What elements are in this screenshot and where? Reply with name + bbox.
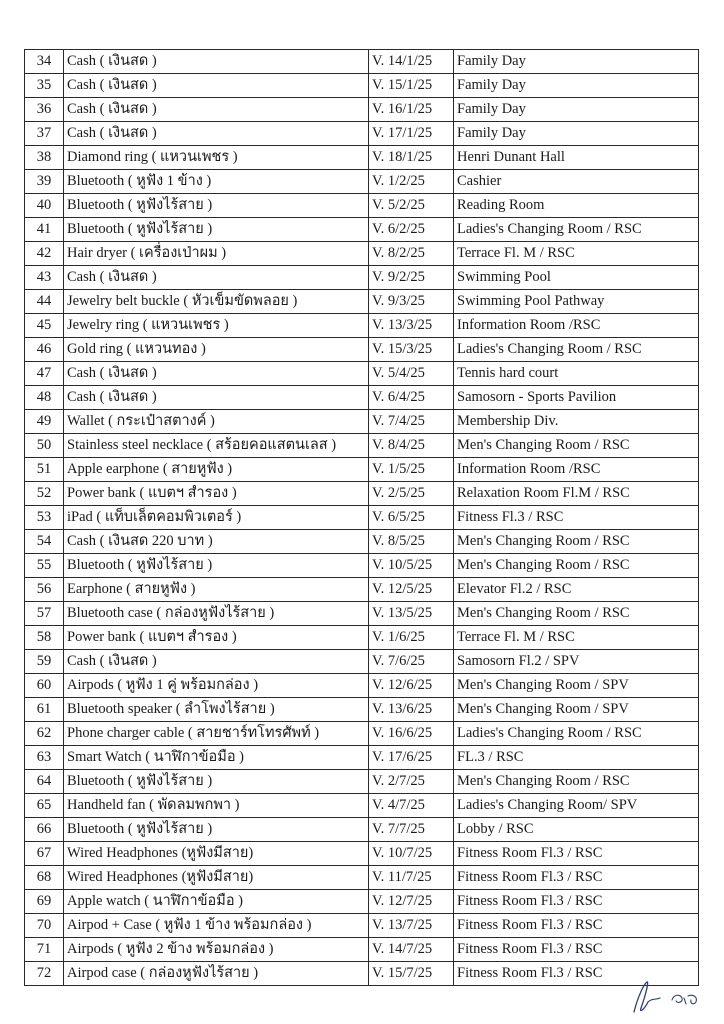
reference-code: V. 5/2/25 <box>369 194 454 218</box>
item-name: Gold ring ( แหวนทอง ) <box>64 338 369 362</box>
row-number: 58 <box>25 626 64 650</box>
reference-code: V. 11/7/25 <box>369 866 454 890</box>
found-location: Ladies's Changing Room / RSC <box>454 338 699 362</box>
table-row <box>25 458 699 482</box>
found-location: Lobby / RSC <box>454 818 699 842</box>
row-number: 54 <box>25 530 64 554</box>
reference-code: V. 14/7/25 <box>369 938 454 962</box>
row-number: 55 <box>25 554 64 578</box>
table-row <box>25 890 699 914</box>
table-row <box>25 242 699 266</box>
reference-code: V. 13/3/25 <box>369 314 454 338</box>
row-number: 63 <box>25 746 64 770</box>
table-row <box>25 338 699 362</box>
found-location: Ladies's Changing Room / RSC <box>454 722 699 746</box>
reference-code: V. 15/1/25 <box>369 74 454 98</box>
found-location: Men's Changing Room / RSC <box>454 530 699 554</box>
row-number: 61 <box>25 698 64 722</box>
found-location: Fitness Room Fl.3 / RSC <box>454 866 699 890</box>
found-location: Men's Changing Room / RSC <box>454 770 699 794</box>
table-body <box>25 50 699 986</box>
table-row <box>25 722 699 746</box>
row-number: 70 <box>25 914 64 938</box>
item-name: Cash ( เงินสด ) <box>64 74 369 98</box>
reference-code: V. 1/6/25 <box>369 626 454 650</box>
found-location: Terrace Fl. M / RSC <box>454 626 699 650</box>
item-name: Power bank ( แบตฯ สำรอง ) <box>64 626 369 650</box>
row-number: 43 <box>25 266 64 290</box>
item-name: Bluetooth ( หูฟัง 1 ข้าง ) <box>64 170 369 194</box>
table-row <box>25 578 699 602</box>
table-row <box>25 962 699 986</box>
row-number: 60 <box>25 674 64 698</box>
table-row <box>25 842 699 866</box>
table-row <box>25 482 699 506</box>
row-number: 66 <box>25 818 64 842</box>
table-row <box>25 770 699 794</box>
found-location: Family Day <box>454 50 699 74</box>
reference-code: V. 13/6/25 <box>369 698 454 722</box>
table-row <box>25 50 699 74</box>
table-row <box>25 146 699 170</box>
found-location: Swimming Pool Pathway <box>454 290 699 314</box>
reference-code: V. 10/7/25 <box>369 842 454 866</box>
reference-code: V. 13/7/25 <box>369 914 454 938</box>
found-location: Membership Div. <box>454 410 699 434</box>
row-number: 46 <box>25 338 64 362</box>
table-row <box>25 698 699 722</box>
row-number: 36 <box>25 98 64 122</box>
row-number: 38 <box>25 146 64 170</box>
reference-code: V. 15/3/25 <box>369 338 454 362</box>
row-number: 49 <box>25 410 64 434</box>
table-row <box>25 170 699 194</box>
found-location: Elevator Fl.2 / RSC <box>454 578 699 602</box>
row-number: 40 <box>25 194 64 218</box>
reference-code: V. 5/4/25 <box>369 362 454 386</box>
item-name: Cash ( เงินสด ) <box>64 122 369 146</box>
found-location: Fitness Room Fl.3 / RSC <box>454 914 699 938</box>
reference-code: V. 12/6/25 <box>369 674 454 698</box>
found-location: Men's Changing Room / RSC <box>454 602 699 626</box>
row-number: 42 <box>25 242 64 266</box>
item-name: Wired Headphones (หูฟังมีสาย) <box>64 866 369 890</box>
found-location: Men's Changing Room / RSC <box>454 554 699 578</box>
item-name: Phone charger cable ( สายชาร์ทโทรศัพท์ ) <box>64 722 369 746</box>
table-row <box>25 602 699 626</box>
found-location: Family Day <box>454 98 699 122</box>
table-row <box>25 914 699 938</box>
reference-code: V. 12/5/25 <box>369 578 454 602</box>
item-name: Bluetooth ( หูฟังไร้สาย ) <box>64 218 369 242</box>
row-number: 57 <box>25 602 64 626</box>
found-location: Fitness Room Fl.3 / RSC <box>454 890 699 914</box>
row-number: 50 <box>25 434 64 458</box>
found-location: Men's Changing Room / SPV <box>454 674 699 698</box>
found-location: Henri Dunant Hall <box>454 146 699 170</box>
item-name: Bluetooth speaker ( ลำโพงไร้สาย ) <box>64 698 369 722</box>
reference-code: V. 10/5/25 <box>369 554 454 578</box>
reference-code: V. 6/2/25 <box>369 218 454 242</box>
reference-code: V. 2/5/25 <box>369 482 454 506</box>
table-row <box>25 530 699 554</box>
row-number: 47 <box>25 362 64 386</box>
row-number: 41 <box>25 218 64 242</box>
item-name: Cash ( เงินสด ) <box>64 50 369 74</box>
lost-found-table <box>24 49 699 986</box>
found-location: Samosorn - Sports Pavilion <box>454 386 699 410</box>
reference-code: V. 7/6/25 <box>369 650 454 674</box>
table-row <box>25 218 699 242</box>
table-row <box>25 650 699 674</box>
item-name: Apple watch ( นาฬิกาข้อมือ ) <box>64 890 369 914</box>
found-location: Family Day <box>454 122 699 146</box>
table-row <box>25 290 699 314</box>
item-name: Wallet ( กระเป๋าสตางค์ ) <box>64 410 369 434</box>
reference-code: V. 4/7/25 <box>369 794 454 818</box>
reference-code: V. 13/5/25 <box>369 602 454 626</box>
item-name: Bluetooth ( หูฟังไร้สาย ) <box>64 818 369 842</box>
item-name: Airpods ( หูฟัง 2 ข้าง พร้อมกล่อง ) <box>64 938 369 962</box>
reference-code: V. 1/2/25 <box>369 170 454 194</box>
table-row <box>25 122 699 146</box>
item-name: Apple earphone ( สายหูฟัง ) <box>64 458 369 482</box>
item-name: Earphone ( สายหูฟัง ) <box>64 578 369 602</box>
item-name: Cash ( เงินสด 220 บาท ) <box>64 530 369 554</box>
item-name: Airpod + Case ( หูฟัง 1 ข้าง พร้อมกล่อง ) <box>64 914 369 938</box>
found-location: Family Day <box>454 74 699 98</box>
reference-code: V. 12/7/25 <box>369 890 454 914</box>
item-name: Cash ( เงินสด ) <box>64 98 369 122</box>
reference-code: V. 18/1/25 <box>369 146 454 170</box>
found-location: Reading Room <box>454 194 699 218</box>
item-name: Jewelry ring ( แหวนเพชร ) <box>64 314 369 338</box>
reference-code: V. 15/7/25 <box>369 962 454 986</box>
reference-code: V. 2/7/25 <box>369 770 454 794</box>
reference-code: V. 8/2/25 <box>369 242 454 266</box>
row-number: 52 <box>25 482 64 506</box>
row-number: 56 <box>25 578 64 602</box>
item-name: Airpod case ( กล่องหูฟังไร้สาย ) <box>64 962 369 986</box>
row-number: 72 <box>25 962 64 986</box>
found-location: Swimming Pool <box>454 266 699 290</box>
found-location: Ladies's Changing Room/ SPV <box>454 794 699 818</box>
table-row <box>25 818 699 842</box>
reference-code: V. 17/6/25 <box>369 746 454 770</box>
item-name: Wired Headphones (หูฟังมีสาย) <box>64 842 369 866</box>
table-row <box>25 434 699 458</box>
found-location: Fitness Room Fl.3 / RSC <box>454 962 699 986</box>
reference-code: V. 9/3/25 <box>369 290 454 314</box>
table-row <box>25 362 699 386</box>
found-location: Fitness Room Fl.3 / RSC <box>454 938 699 962</box>
found-location: Cashier <box>454 170 699 194</box>
table-row <box>25 98 699 122</box>
table-row <box>25 674 699 698</box>
table-row <box>25 386 699 410</box>
row-number: 35 <box>25 74 64 98</box>
row-number: 68 <box>25 866 64 890</box>
table-row <box>25 938 699 962</box>
item-name: Bluetooth ( หูฟังไร้สาย ) <box>64 770 369 794</box>
row-number: 69 <box>25 890 64 914</box>
found-location: Information Room /RSC <box>454 458 699 482</box>
found-location: Samosorn Fl.2 / SPV <box>454 650 699 674</box>
reference-code: V. 7/4/25 <box>369 410 454 434</box>
row-number: 39 <box>25 170 64 194</box>
row-number: 45 <box>25 314 64 338</box>
row-number: 62 <box>25 722 64 746</box>
item-name: Stainless steel necklace ( สร้อยคอแสตนเลส ) <box>64 434 369 458</box>
table-row <box>25 626 699 650</box>
table-row <box>25 314 699 338</box>
found-location: Men's Changing Room / RSC <box>454 434 699 458</box>
found-location: Fitness Fl.3 / RSC <box>454 506 699 530</box>
item-name: Cash ( เงินสด ) <box>64 386 369 410</box>
reference-code: V. 9/2/25 <box>369 266 454 290</box>
reference-code: V. 1/5/25 <box>369 458 454 482</box>
item-name: Bluetooth ( หูฟังไร้สาย ) <box>64 194 369 218</box>
reference-code: V. 8/4/25 <box>369 434 454 458</box>
table-row <box>25 266 699 290</box>
table-row <box>25 746 699 770</box>
reference-code: V. 7/7/25 <box>369 818 454 842</box>
item-name: iPad ( แท็บเล็ตคอมพิวเตอร์ ) <box>64 506 369 530</box>
item-name: Bluetooth case ( กล่องหูฟังไร้สาย ) <box>64 602 369 626</box>
item-name: Cash ( เงินสด ) <box>64 266 369 290</box>
found-location: FL.3 / RSC <box>454 746 699 770</box>
found-location: Fitness Room Fl.3 / RSC <box>454 842 699 866</box>
row-number: 34 <box>25 50 64 74</box>
table-row <box>25 554 699 578</box>
reference-code: V. 16/6/25 <box>369 722 454 746</box>
row-number: 65 <box>25 794 64 818</box>
row-number: 53 <box>25 506 64 530</box>
table-row <box>25 410 699 434</box>
table-row <box>25 506 699 530</box>
found-location: Tennis hard court <box>454 362 699 386</box>
item-name: Smart Watch ( นาฬิกาข้อมือ ) <box>64 746 369 770</box>
reference-code: V. 8/5/25 <box>369 530 454 554</box>
reference-code: V. 14/1/25 <box>369 50 454 74</box>
row-number: 71 <box>25 938 64 962</box>
item-name: Hair dryer ( เครื่องเป่าผม ) <box>64 242 369 266</box>
reference-code: V. 6/4/25 <box>369 386 454 410</box>
row-number: 64 <box>25 770 64 794</box>
row-number: 51 <box>25 458 64 482</box>
table-row <box>25 794 699 818</box>
reference-code: V. 6/5/25 <box>369 506 454 530</box>
row-number: 37 <box>25 122 64 146</box>
item-name: Diamond ring ( แหวนเพชร ) <box>64 146 369 170</box>
handwritten-signature <box>628 978 708 1018</box>
item-name: Power bank ( แบตฯ สำรอง ) <box>64 482 369 506</box>
item-name: Cash ( เงินสด ) <box>64 362 369 386</box>
found-location: Information Room /RSC <box>454 314 699 338</box>
found-location: Men's Changing Room / SPV <box>454 698 699 722</box>
reference-code: V. 17/1/25 <box>369 122 454 146</box>
row-number: 59 <box>25 650 64 674</box>
table-row <box>25 866 699 890</box>
row-number: 48 <box>25 386 64 410</box>
found-location: Relaxation Room Fl.M / RSC <box>454 482 699 506</box>
row-number: 44 <box>25 290 64 314</box>
table-row <box>25 194 699 218</box>
item-name: Airpods ( หูฟัง 1 คู่ พร้อมกล่อง ) <box>64 674 369 698</box>
reference-code: V. 16/1/25 <box>369 98 454 122</box>
item-name: Jewelry belt buckle ( หัวเข็มขัดพลอย ) <box>64 290 369 314</box>
found-location: Ladies's Changing Room / RSC <box>454 218 699 242</box>
item-name: Handheld fan ( พัดลมพกพา ) <box>64 794 369 818</box>
item-name: Cash ( เงินสด ) <box>64 650 369 674</box>
row-number: 67 <box>25 842 64 866</box>
found-location: Terrace Fl. M / RSC <box>454 242 699 266</box>
item-name: Bluetooth ( หูฟังไร้สาย ) <box>64 554 369 578</box>
table-row <box>25 74 699 98</box>
